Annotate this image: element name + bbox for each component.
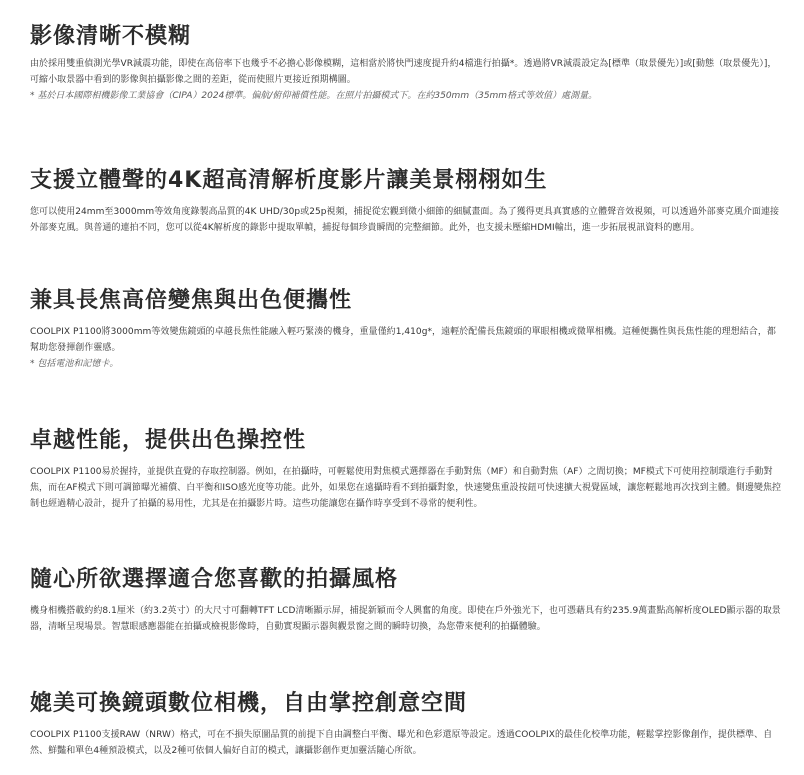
section-operability <box>30 426 782 512</box>
section-title: 支援立體聲的4K超高清解析度影片讓美景栩栩如生 <box>30 168 548 193</box>
section-4k-video <box>30 166 782 236</box>
section-title: 兼具長焦高倍變焦與出色便攜性 <box>30 288 353 313</box>
section-portability <box>30 286 782 372</box>
section-image-stabilization <box>30 22 782 104</box>
section-footnote: * 基於日本國際相機影像工業協會（CIPA）2024標準。偏航/俯仰補償性能。在照片拍攝模式下。在約350mm（35mm格式等效值）處測量。 <box>30 91 598 101</box>
section-creative-control <box>30 689 782 759</box>
section-title: 影像清晰不模糊 <box>30 24 192 49</box>
section-footnote: * 包括電池和記憶卡。 <box>30 359 119 369</box>
section-body: COOLPIX P1100支援RAW（NRW）格式，可在不損失原圖品質的前提下自由調整白平衡、曝光和色彩還原等設定。透過COOLPIX的最佳化校準功能，輕鬆掌控影像創作，提供標準、自然、鮮豔和單色4種預設模式，以及2種可依個人偏好自訂的模式，讓攝影創作更加靈活隨心所欲。 <box>30 730 773 756</box>
section-body: COOLPIX P1100易於握持，並提供直覺的存取控制器。例如，在拍攝時，可輕鬆使用對焦模式選擇器在手動對焦（MF）和自動對焦（AF）之間切換；MF模式下可使用控制環進行手動對焦，而在AF模式下則可調節曝光補償、白平衡和ISO感光度等功能。此外，如果您在遠攝時看不到拍攝對象，快速變焦重設按鈕可快速擴大視覺區域，讓您輕鬆地再次找到主體。側邊變焦控制也經過精心設計，提升了拍攝的易用性，尤其是在拍攝影片時。這些功能讓您在攝作時享受到不尋常的便利性。 <box>30 467 782 509</box>
section-title: 隨心所欲選擇適合您喜歡的拍攝風格 <box>30 567 399 592</box>
section-shooting-style <box>30 565 782 635</box>
section-body: 您可以使用24mm至3000mm等效角度錄製高品質的4K UHD/30p或25p視頻，捕捉從宏觀到微小細節的細膩畫面。為了獲得更具真實感的立體聲音效視頻，可以透過外部麥克風介面連接外部麥克風。與普通的連拍不同，您可以從4K解析度的錄影中提取單幀，捕捉每個珍貴瞬間的完整細節。此外，也支援未壓縮HDMI輸出，進一步拓展視訊資料的應用。 <box>30 207 780 233</box>
section-title: 媲美可換鏡頭數位相機，自由掌控創意空間 <box>30 691 468 716</box>
section-body: 由於採用雙重偵測光學VR減震功能，即使在高倍率下也幾乎不必擔心影像模糊，這相當於將快門速度提升約4檔進行拍攝*。透過將VR減震設定為[標準（取景優先）]或[動態（取景優先）]，可縮小取景器中看到的影像與拍攝影像之間的差距，從而使照片更接近預期構圖。 <box>30 59 777 85</box>
section-body: COOLPIX P1100將3000mm等效變焦鏡頭的卓越長焦性能融入輕巧緊湊的機身，重量僅約1,410g*，遠輕於配備長焦鏡頭的單眼相機或微單相機。這種便攜性與長焦性能的理想結合，都幫助您發揮創作靈感。 <box>30 327 776 353</box>
section-title: 卓越性能，提供出色操控性 <box>30 428 307 453</box>
section-body: 機身相機搭載約約8.1厘米（約3.2英寸）的大尺寸可翻轉TFT LCD清晰顯示屏，捕捉新穎而令人興奮的角度。即使在戶外強光下，也可憑藉具有約235.9萬畫點高解析度OLED顯示器的取景器，清晰呈現場景。智慧眼感應器能在拍攝或檢視影像時，自動實現顯示器與觀景窗之間的瞬時切換，為您帶來便利的拍攝體驗。 <box>30 606 781 632</box>
